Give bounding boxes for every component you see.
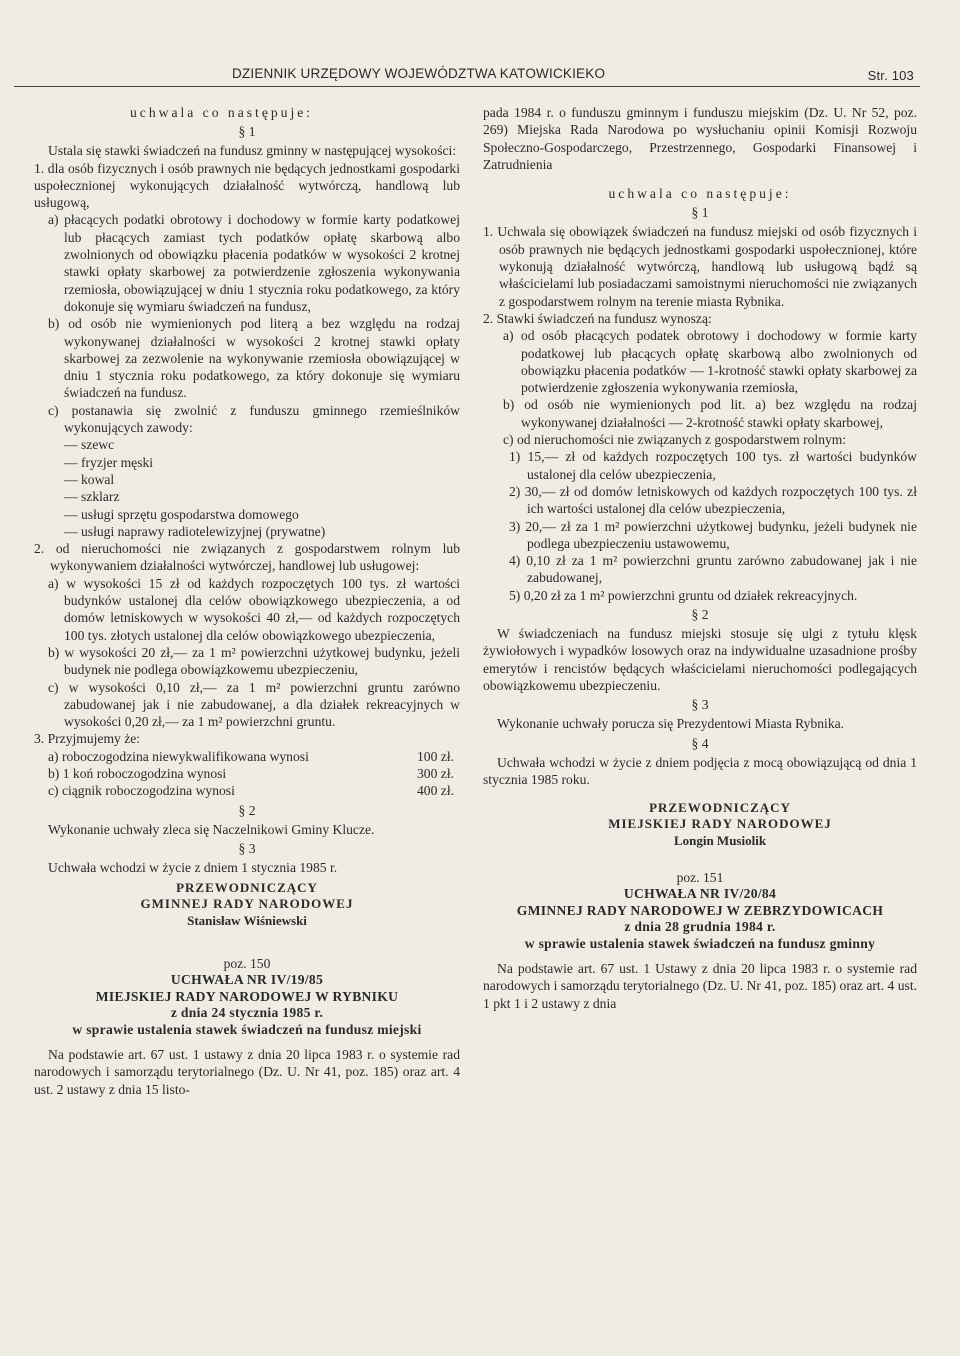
trade-item: — usługi sprzętu gospodarstwa domowego xyxy=(64,506,299,522)
point-1: 1. Uchwala się obowiązek świadczeń na fundusz miejski od osób fizycznych i osób prawnych nie będących jednostkami gospodarki uspołecznionej, które wykonują działalność wytwórczą, handlową lub usługową bądź są właścicielami lub posiadaczami samoistnymi nieruchomości nie związanych z gospodarstwem rolnym na terenie miasta Rybnika. xyxy=(483,224,917,309)
continuation-text: pada 1984 r. o funduszu gminnym i funduszu miejskim (Dz. U. Nr 52, poz. 269) Miejska Rada Narodowa po wysłuchaniu opinii Komisji Rozwoju Społeczno-Gospodarczego, Przestrzennego, Gospodarki Finansowej i Zatrudnienia xyxy=(483,105,917,172)
section-1-heading: § 1 xyxy=(691,205,709,221)
rate-row xyxy=(34,765,460,782)
resolution-body: GMINNEJ RADY NARODOWEJ W ZEBRZYDOWICACH xyxy=(516,902,884,918)
section-1-text: Ustala się stawki świadczeń na fundusz gminny w następującej wysokości: xyxy=(48,143,457,159)
trade-item: — usługi naprawy radiotelewizyjnej (prywatne) xyxy=(64,523,326,539)
resolution-intro: uchwala co następuje: xyxy=(608,186,792,202)
resolution-body: MIEJSKIEJ RADY NARODOWEJ W RYBNIKU xyxy=(95,988,399,1004)
resolution-intro: uchwala co następuje: xyxy=(130,105,314,120)
section-2-text: W świadczeniach na fundusz miejski stosuje się ulgi z tytułu klęsk żywiołowych i wypadków losowych oraz na indywidualne uzasadnione prośby emerytów i rencistów będących właścicielami nieruchomości podlegających obowiązkowemu ubezpieczeniu. xyxy=(483,626,917,693)
property-item: 2) 30,— zł od domów letniskowych od każdych rozpoczętych 100 tys. zł ich wartości ustalonej dla celów ubezpieczenia, xyxy=(509,483,917,517)
point-2b: b) od osób nie wymienionych pod lit. a) bez względu na rodzaj wykonywanej działalności — 2-krotność stawki opłaty skarbowej, xyxy=(503,397,917,430)
property-item: 3) 20,— zł za 1 m² powierzchni użytkowej budynku, jeżeli budynek nie podlega ubezpieczeniu ustawowemu, xyxy=(509,518,917,551)
point-1c: c) postanawia się zwolnić z funduszu gminnego rzemieślników wykonujących zawody: xyxy=(48,402,460,436)
resolution-title: UCHWAŁA NR IV/19/85 xyxy=(170,972,324,988)
property-item: 5) 0,20 zł za 1 m² powierzchni gruntu od działek rekreacyjnych. xyxy=(509,587,858,603)
property-item: 1) 15,— zł od każdych rozpoczętych 100 tys. zł wartości budynków ustalonej dla celów ubezpieczenia, xyxy=(509,449,917,482)
position-number: poz. 151 xyxy=(676,870,724,886)
left-column xyxy=(34,104,460,1098)
signature-name: Longin Musiolik xyxy=(673,833,767,849)
rate-row xyxy=(34,748,460,765)
rate-label: c) ciągnik roboczogodzina wynosi xyxy=(48,783,235,799)
page-header xyxy=(14,60,920,87)
property-item: 4) 0,10 zł za 1 m² powierzchni gruntu zarówno zabudowanej jak i nie zabudowanej, xyxy=(509,553,917,586)
trade-item: — szewc xyxy=(64,437,115,453)
section-3-text: Wykonanie uchwały porucza się Prezydentowi Miasta Rybnika. xyxy=(497,716,845,732)
signature-title: PRZEWODNICZĄCY xyxy=(176,880,318,896)
resolution-subject: w sprawie ustalenia stawek świadczeń na fundusz gminny xyxy=(524,935,876,951)
rate-row xyxy=(34,782,460,799)
rate-value: 100 zł. xyxy=(417,748,454,764)
point-2c: c) od nieruchomości nie związanych z gospodarstwem rolnym: xyxy=(503,432,847,448)
section-4-heading: § 4 xyxy=(691,735,709,751)
section-1-heading: § 1 xyxy=(238,124,256,140)
signature-body: MIEJSKIEJ RADY NARODOWEJ xyxy=(608,816,832,832)
resolution-subject: w sprawie ustalenia stawek świadczeń na fundusz miejski xyxy=(72,1021,422,1037)
section-3-heading: § 3 xyxy=(238,840,256,856)
resolution-date: z dnia 24 stycznia 1985 r. xyxy=(170,1005,324,1021)
journal-title: DZIENNIK URZĘDOWY WOJEWÓDZTWA KATOWICKIEKO xyxy=(232,66,606,81)
rate-label: b) 1 koń roboczogodzina wynosi xyxy=(48,765,227,781)
point-2a: a) w wysokości 15 zł od każdych rozpoczętych 100 tys. zł wartości budynków ustalonej dla celów obowiązkowego ubezpieczenia, a od domów letniskowych w wysokości 40 zł,— od każdych rozpoczętych 100 tys. złotych ustalonej dla celów obowiązkowego ubezpieczenia, xyxy=(48,575,460,643)
section-3-heading: § 3 xyxy=(691,697,709,713)
point-2: 2. od nieruchomości nie związanych z gospodarstwem rolnym lub wykonywaniem działalności wytwórczej, handlowej lub usługowej: xyxy=(34,541,460,574)
signature-body: GMINNEJ RADY NARODOWEJ xyxy=(140,896,354,912)
trade-item: — szklarz xyxy=(64,489,120,505)
section-2-heading: § 2 xyxy=(238,802,256,818)
point-1: 1. dla osób fizycznych i osób prawnych nie będących jednostkami gospodarki uspołecznionej wykonujących działalność wytwórczą, handlową lub usługową, xyxy=(34,160,460,211)
resolution-basis: Na podstawie art. 67 ust. 1 ustawy z dnia 20 lipca 1983 r. o systemie rad narodowych i samorządu terytorialnego (Dz. U. Nr 41, poz. 185) oraz art. 4 ust. 2 ustawy z dnia 15 listo- xyxy=(34,1047,460,1097)
signature-name: Stanisław Wiśniewski xyxy=(187,913,307,929)
point-3: 3. Przyjmujemy że: xyxy=(34,731,141,747)
resolution-basis: Na podstawie art. 67 ust. 1 Ustawy z dnia 20 lipca 1983 r. o systemie rad narodowych i samorządu terytorialnego (Dz. U. Nr 41, poz. 185) oraz art. 4 ust. 1 pkt 1 i 2 ustawy z dnia xyxy=(483,961,917,1011)
trade-item: — kowal xyxy=(64,471,115,487)
resolution-date: z dnia 28 grudnia 1984 r. xyxy=(624,919,776,935)
point-2b: b) w wysokości 20 zł,— za 1 m² powierzchni użytkowej budynku, jeżeli budynek nie podlega obowiązkowemu ubezpieczeniu, xyxy=(48,644,460,678)
point-1b: b) od osób nie wymienionych pod literą a bez względu na rodzaj wykonywanej działalności w wysokości 2 krotnej stawki opłaty skarbowej za zezwolenie na wykonywanie rzemiosła obowiązującej w dniu 1 stycznia roku podatkowego, za który dokonuje się wymiaru świadczeń na fundusz. xyxy=(48,316,460,401)
signature-title: PRZEWODNICZĄCY xyxy=(649,800,791,816)
point-2c: c) w wysokości 0,10 zł,— za 1 m² powierzchni gruntu zarówno zabudowanej jak i nie zabudowanej, a dla działek rekreacyjnych w wysokości 0,20 zł,— za 1 m² powierzchni gruntu. xyxy=(48,679,460,730)
point-1a: a) płacących podatki obrotowy i dochodowy w formie karty podatkowej lub płacących zamiast tych podatków opłatę skarbową albo zwolnionych od obowiązku płacenia podatków w wysokości 2 krotnej stawki opłaty skarbowej za potwierdzenie zgłoszenia wykonywania rzemiosła, obowiązującej w dniu 1 stycznia roku podatkowego, za który dokonuje się wymiaru świadczeń na fundusz, xyxy=(48,212,460,314)
section-3-text: Uchwała wchodzi w życie z dniem 1 stycznia 1985 r. xyxy=(48,859,338,875)
section-2-heading: § 2 xyxy=(691,607,709,623)
trade-item: — fryzjer męski xyxy=(64,454,154,470)
point-2: 2. Stawki świadczeń na fundusz wynoszą: xyxy=(483,310,712,326)
position-number: poz. 150 xyxy=(223,956,271,972)
section-2-text: Wykonanie uchwały zleca się Naczelnikowi Gminy Klucze. xyxy=(48,821,375,837)
point-2a: a) od osób płacących podatek obrotowy i dochodowy w formie karty podatkowej lub płacących opłatę skarbową albo zwolnionych od obowiązku płacenia podatków — 1-krotność stawki opłaty skarbowej za potwierdzenie zgłoszenia wykonywania rzemiosła, xyxy=(503,328,917,396)
section-4-text: Uchwała wchodzi w życie z dniem podjęcia z mocą obowiązującą od dnia 1 stycznia 1985 roku. xyxy=(483,754,917,787)
right-column xyxy=(483,104,917,1012)
rate-value: 300 zł. xyxy=(417,765,454,781)
resolution-title: UCHWAŁA NR IV/20/84 xyxy=(623,886,777,902)
rate-value: 400 zł. xyxy=(417,783,454,799)
rate-label: a) roboczogodzina niewykwalifikowana wynosi xyxy=(48,748,309,764)
trades-list xyxy=(34,436,460,540)
page-number: Str. 103 xyxy=(867,68,914,83)
